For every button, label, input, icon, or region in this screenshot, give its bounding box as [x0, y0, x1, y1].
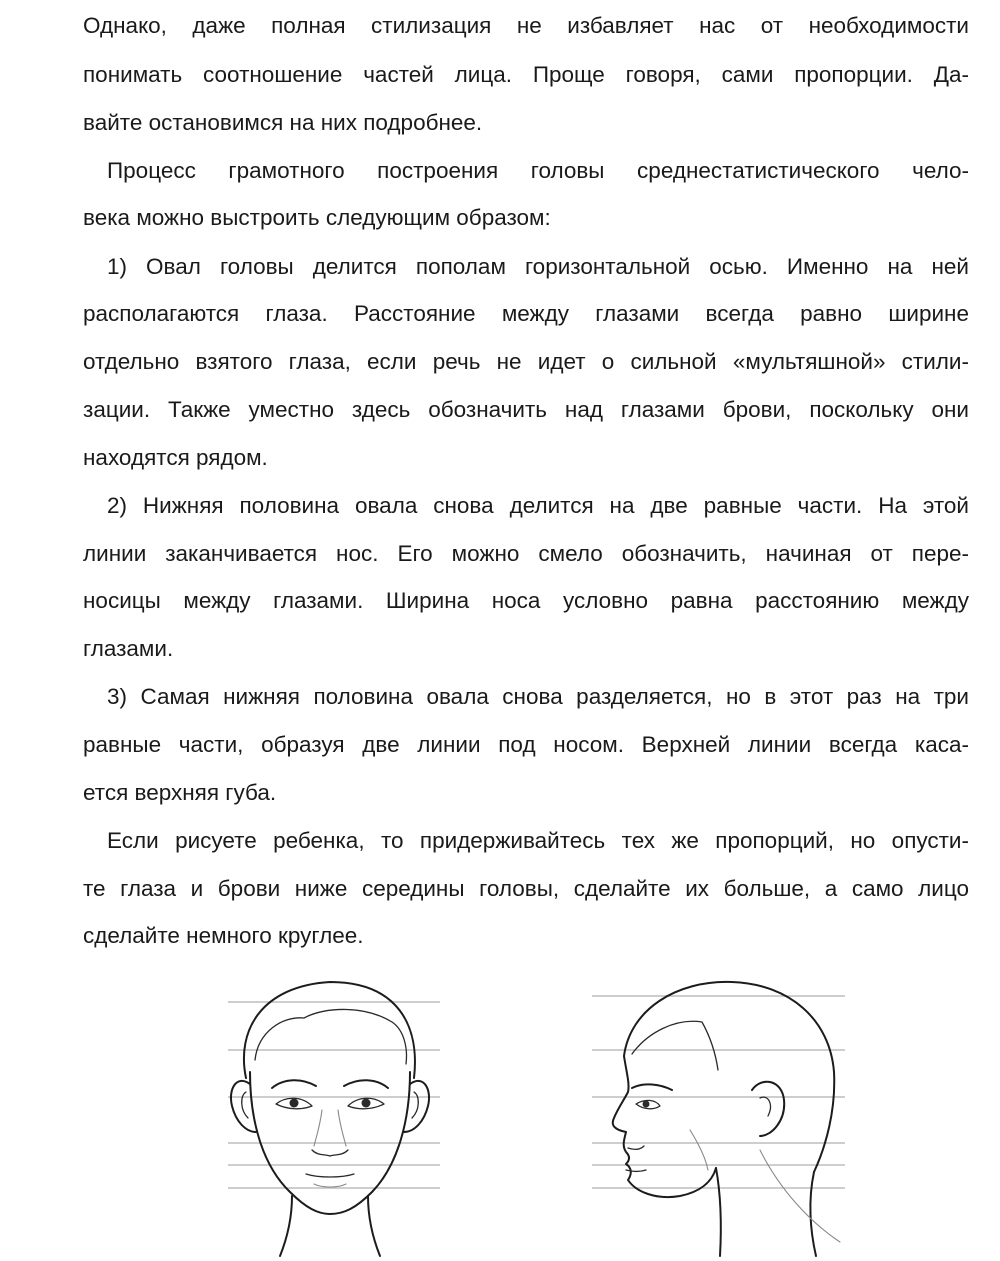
text-line: 3) Самая нижняя половина овала снова разделяется, но в этот раз на три [107, 684, 969, 709]
text-line: располагаются глаза. Расстояние между глазами всегда равно ширине [83, 301, 969, 326]
front-view-head [231, 982, 429, 1256]
text-line: ется верхняя губа. [83, 780, 277, 805]
text-line: Если рисуете ребенка, то придерживайтесь тех же пропорций, но опусти- [107, 828, 969, 853]
text-line: вайте остановимся на них подробнее. [83, 110, 483, 135]
text-line: те глаза и брови ниже середины головы, сделайте их больше, а само лицо [83, 876, 969, 901]
text-line: отдельно взятого глаза, если речь не идет о сильной «мультяшной» стили- [83, 349, 969, 374]
text-line: Процесс грамотного построения головы среднестатистического чело- [107, 158, 969, 183]
head-proportions-figure [0, 960, 1000, 1260]
text-line: сделайте немного круглее. [83, 923, 364, 948]
text-line: века можно выстроить следующим образом: [83, 205, 551, 230]
head-proportions-illustration [0, 960, 1000, 1260]
text-line: находятся рядом. [83, 445, 268, 470]
text-line: равные части, образуя две линии под носом. Верхней линии всегда каса- [83, 732, 969, 757]
text-line: глазами. [83, 636, 174, 661]
profile-view-head [613, 982, 840, 1256]
text-line: 1) Овал головы делится пополам горизонтальной осью. Именно на ней [107, 254, 969, 279]
text-line: 2) Нижняя половина овала снова делится на две равные части. На этой [107, 493, 969, 518]
text-line: понимать соотношение частей лица. Проще говоря, сами пропорции. Да- [83, 62, 969, 87]
text-line: носицы между глазами. Ширина носа условно равна расстоянию между [83, 588, 969, 613]
text-line: линии заканчивается нос. Его можно смело обозначить, начиная от пере- [83, 541, 969, 566]
text-line: зации. Также уместно здесь обозначить над глазами брови, поскольку они [83, 397, 969, 422]
text-line: Однако, даже полная стилизация не избавляет нас от необходимости [83, 13, 969, 38]
